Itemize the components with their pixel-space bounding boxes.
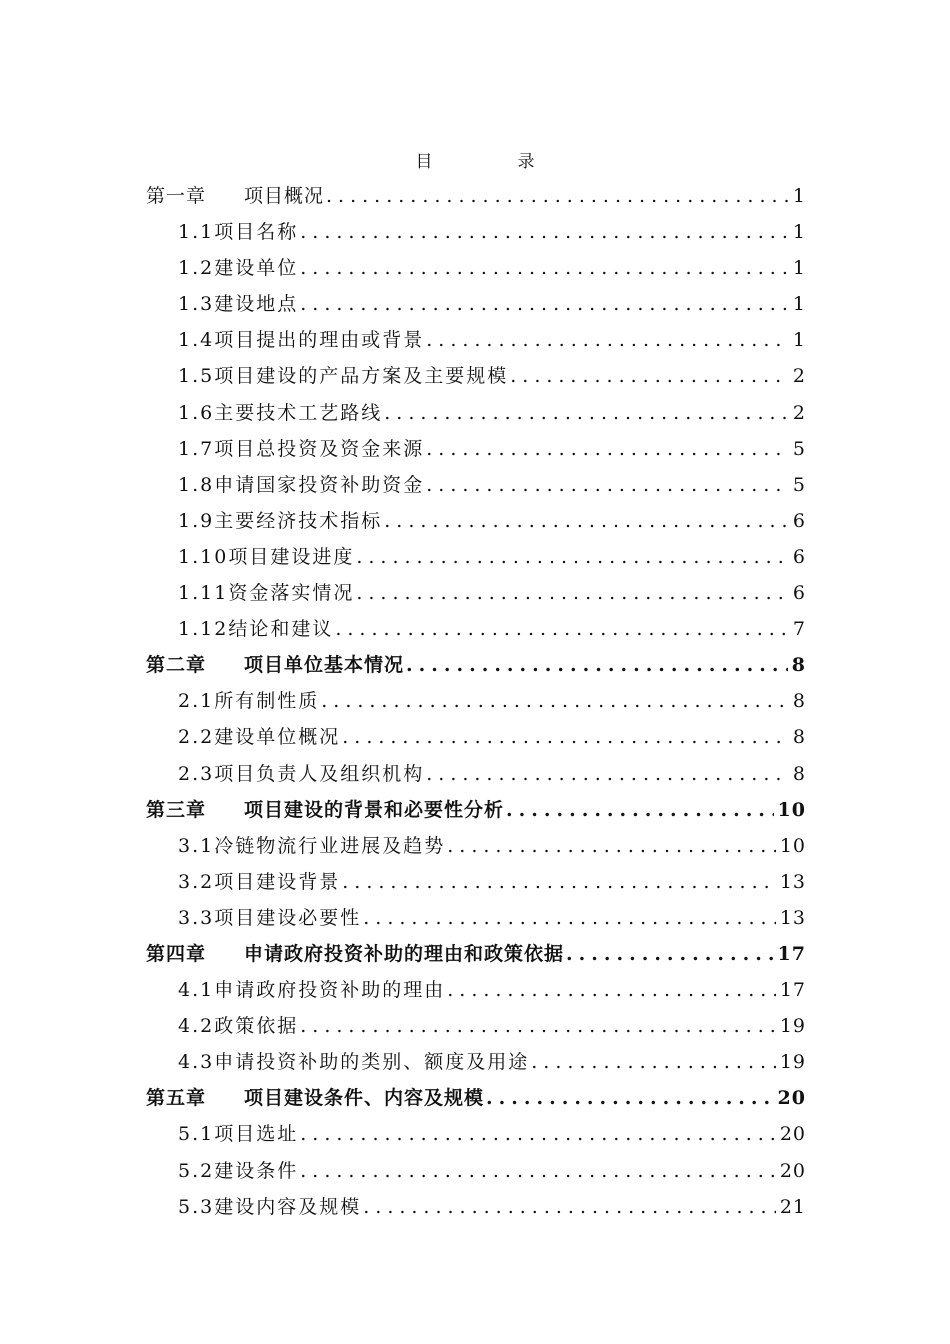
toc-entry-label — [178, 611, 333, 647]
section-number: 1.3 — [178, 293, 215, 316]
toc-entry-label — [178, 358, 508, 394]
dot-leader — [335, 611, 789, 647]
dot-leader — [300, 1008, 776, 1044]
dot-leader — [447, 972, 776, 1008]
toc-chapter-entry[interactable] — [146, 178, 806, 214]
toc-section-entry[interactable] — [146, 395, 806, 431]
toc-section-entry[interactable] — [146, 1044, 806, 1080]
section-number: 3.2 — [178, 870, 215, 893]
toc-section-entry[interactable] — [146, 358, 806, 394]
section-title: 主要经济技术指标 — [214, 509, 383, 532]
toc-section-entry[interactable] — [146, 1189, 806, 1225]
section-number: 1.9 — [178, 509, 215, 532]
section-number: 1.10 — [178, 545, 229, 568]
chapter-title: 项目建设条件、内容及规模 — [244, 1087, 485, 1110]
section-number: 1.6 — [178, 401, 215, 424]
page-number: 19 — [779, 1051, 806, 1074]
section-number: 5.3 — [178, 1195, 215, 1218]
chapter-number: 第四章 — [146, 942, 207, 965]
dot-leader — [321, 683, 789, 719]
toc-section-entry[interactable] — [146, 1008, 806, 1044]
section-number: 1.12 — [178, 618, 229, 641]
page-number: 20 — [779, 1159, 806, 1182]
page-number: 5 — [792, 437, 806, 460]
dot-leader — [342, 719, 789, 755]
page-number: 20 — [777, 1087, 806, 1110]
toc-chapter-entry[interactable] — [146, 1080, 806, 1116]
section-title: 建设单位概况 — [214, 726, 341, 749]
toc-entry-label — [146, 936, 564, 972]
dot-leader — [300, 1116, 776, 1152]
toc-section-entry[interactable] — [146, 756, 806, 792]
page-title: 目 录 — [415, 152, 569, 172]
toc-section-entry[interactable] — [146, 683, 806, 719]
section-number: 4.3 — [178, 1051, 215, 1074]
toc-section-entry[interactable] — [146, 286, 806, 322]
section-number: 4.2 — [178, 1015, 215, 1038]
dot-leader — [426, 756, 789, 792]
toc-entry-label — [178, 431, 424, 467]
toc-entry-label — [178, 503, 382, 539]
toc-entry-label — [178, 900, 361, 936]
dot-leader — [300, 250, 789, 286]
dot-leader — [566, 936, 774, 972]
page-number: 13 — [779, 906, 806, 929]
chapter-title: 项目单位基本情况 — [244, 654, 405, 677]
section-title: 政策依据 — [214, 1015, 299, 1038]
section-title: 项目总投资及资金来源 — [214, 437, 425, 460]
section-number: 5.1 — [178, 1123, 215, 1146]
section-number: 4.1 — [178, 979, 215, 1002]
page-number: 6 — [792, 582, 806, 605]
toc-entry-label — [146, 647, 404, 683]
toc-section-entry[interactable] — [146, 1153, 806, 1189]
page-number: 8 — [792, 690, 806, 713]
dot-leader — [531, 1044, 776, 1080]
dot-leader — [356, 575, 789, 611]
dot-leader — [486, 1080, 774, 1116]
page-number: 5 — [792, 473, 806, 496]
page-number: 2 — [792, 401, 806, 424]
section-number: 1.5 — [178, 365, 215, 388]
chapter-number: 第二章 — [146, 654, 207, 677]
section-number: 1.8 — [178, 473, 215, 496]
page-number: 10 — [777, 798, 806, 821]
section-title: 项目负责人及组织机构 — [214, 762, 425, 785]
section-title: 冷链物流行业进展及趋势 — [214, 834, 446, 857]
dot-leader — [384, 395, 789, 431]
page-number: 8 — [792, 762, 806, 785]
toc-entry-label — [178, 395, 382, 431]
page-number: 10 — [779, 834, 806, 857]
section-title: 结论和建议 — [228, 618, 334, 641]
toc-section-entry[interactable] — [146, 214, 806, 250]
section-title: 项目选址 — [214, 1123, 299, 1146]
page-number: 6 — [792, 509, 806, 532]
toc-entry-label — [178, 1008, 298, 1044]
toc-section-entry[interactable] — [146, 900, 806, 936]
toc-section-entry[interactable] — [146, 503, 806, 539]
toc-chapter-entry[interactable] — [146, 936, 806, 972]
dot-leader — [426, 322, 789, 358]
page-number: 21 — [779, 1195, 806, 1218]
section-title: 申请投资补助的类别、额度及用途 — [214, 1051, 530, 1074]
section-title: 项目建设背景 — [214, 870, 341, 893]
toc-chapter-entry[interactable] — [146, 792, 806, 828]
dot-leader — [300, 1153, 776, 1189]
section-title: 项目建设必要性 — [214, 906, 362, 929]
dot-leader — [356, 539, 789, 575]
section-number: 1.7 — [178, 437, 215, 460]
table-of-contents — [146, 178, 806, 1225]
dot-leader — [300, 214, 789, 250]
toc-section-entry[interactable] — [146, 828, 806, 864]
section-title: 项目建设进度 — [228, 545, 355, 568]
section-title: 建设条件 — [214, 1159, 299, 1182]
toc-entry-label — [178, 756, 424, 792]
toc-entry-label — [178, 1044, 529, 1080]
section-title: 资金落实情况 — [228, 582, 355, 605]
toc-entry-label — [178, 250, 298, 286]
section-number: 1.2 — [178, 257, 215, 280]
section-title: 建设地点 — [214, 293, 299, 316]
section-number: 2.3 — [178, 762, 215, 785]
toc-section-entry[interactable] — [146, 539, 806, 575]
dot-leader — [406, 647, 788, 683]
dot-leader — [363, 1189, 776, 1225]
chapter-number: 第三章 — [146, 798, 207, 821]
chapter-title: 申请政府投资补助的理由和政策依据 — [244, 942, 565, 965]
toc-entry-label — [178, 972, 445, 1008]
toc-chapter-entry[interactable] — [146, 647, 806, 683]
toc-entry-label — [178, 719, 340, 755]
page-number: 7 — [792, 618, 806, 641]
dot-leader — [510, 358, 789, 394]
toc-entry-label — [178, 864, 340, 900]
toc-entry-label — [146, 1080, 484, 1116]
toc-section-entry[interactable] — [146, 719, 806, 755]
toc-entry-label — [178, 575, 354, 611]
section-title: 主要技术工艺路线 — [214, 401, 383, 424]
chapter-title: 项目概况 — [244, 185, 325, 207]
section-number: 5.2 — [178, 1159, 215, 1182]
section-title: 项目建设的产品方案及主要规模 — [214, 365, 509, 388]
dot-leader — [426, 431, 789, 467]
chapter-title: 项目建设的背景和必要性分析 — [244, 798, 505, 821]
section-number: 3.3 — [178, 906, 215, 929]
section-title: 建设单位 — [214, 257, 299, 280]
toc-entry-label — [178, 322, 424, 358]
toc-section-entry[interactable] — [146, 467, 806, 503]
chapter-number: 第五章 — [146, 1087, 207, 1110]
dot-leader — [426, 467, 789, 503]
toc-entry-label — [178, 828, 445, 864]
dot-leader — [342, 864, 776, 900]
page-number: 13 — [779, 870, 806, 893]
page-number: 1 — [792, 185, 806, 207]
page-number: 6 — [792, 545, 806, 568]
toc-section-entry[interactable] — [146, 1116, 806, 1152]
toc-entry-label — [178, 1116, 298, 1152]
page-number: 1 — [792, 293, 806, 316]
toc-entry-label — [178, 1189, 361, 1225]
page-number: 1 — [792, 257, 806, 280]
toc-entry-label — [146, 792, 504, 828]
section-number: 2.2 — [178, 726, 215, 749]
section-number: 1.4 — [178, 329, 215, 352]
dot-leader — [300, 286, 789, 322]
toc-section-entry[interactable] — [146, 864, 806, 900]
toc-entry-label — [178, 1153, 298, 1189]
toc-section-entry[interactable] — [146, 431, 806, 467]
page-number: 19 — [779, 1015, 806, 1038]
section-title: 建设内容及规模 — [214, 1195, 362, 1218]
page-number: 17 — [779, 979, 806, 1002]
toc-section-entry[interactable] — [146, 575, 806, 611]
section-title: 项目名称 — [214, 221, 299, 244]
dot-leader — [447, 828, 776, 864]
section-title: 项目提出的理由或背景 — [214, 329, 425, 352]
toc-entry-label — [146, 178, 324, 214]
toc-entry-label — [178, 214, 298, 250]
section-number: 2.1 — [178, 690, 215, 713]
page-number: 20 — [779, 1123, 806, 1146]
page-number: 8 — [792, 726, 806, 749]
toc-section-entry[interactable] — [146, 322, 806, 358]
toc-entry-label — [178, 683, 319, 719]
section-number: 3.1 — [178, 834, 215, 857]
page-number: 1 — [792, 221, 806, 244]
section-number: 1.1 — [178, 221, 215, 244]
dot-leader — [363, 900, 776, 936]
toc-section-entry[interactable] — [146, 972, 806, 1008]
page-number: 1 — [792, 329, 806, 352]
page-number: 17 — [777, 942, 806, 965]
section-number: 1.11 — [178, 582, 229, 605]
chapter-number: 第一章 — [146, 185, 207, 207]
page-number: 8 — [791, 654, 806, 677]
section-title: 申请国家投资补助资金 — [214, 473, 425, 496]
toc-section-entry[interactable] — [146, 611, 806, 647]
toc-entry-label — [178, 539, 354, 575]
section-title: 所有制性质 — [214, 690, 320, 713]
dot-leader — [384, 503, 789, 539]
toc-entry-label — [178, 467, 424, 503]
toc-entry-label — [178, 286, 298, 322]
toc-section-entry[interactable] — [146, 250, 806, 286]
page-number: 2 — [792, 365, 806, 388]
dot-leader — [326, 178, 789, 214]
section-title: 申请政府投资补助的理由 — [214, 979, 446, 1002]
dot-leader — [506, 792, 774, 828]
